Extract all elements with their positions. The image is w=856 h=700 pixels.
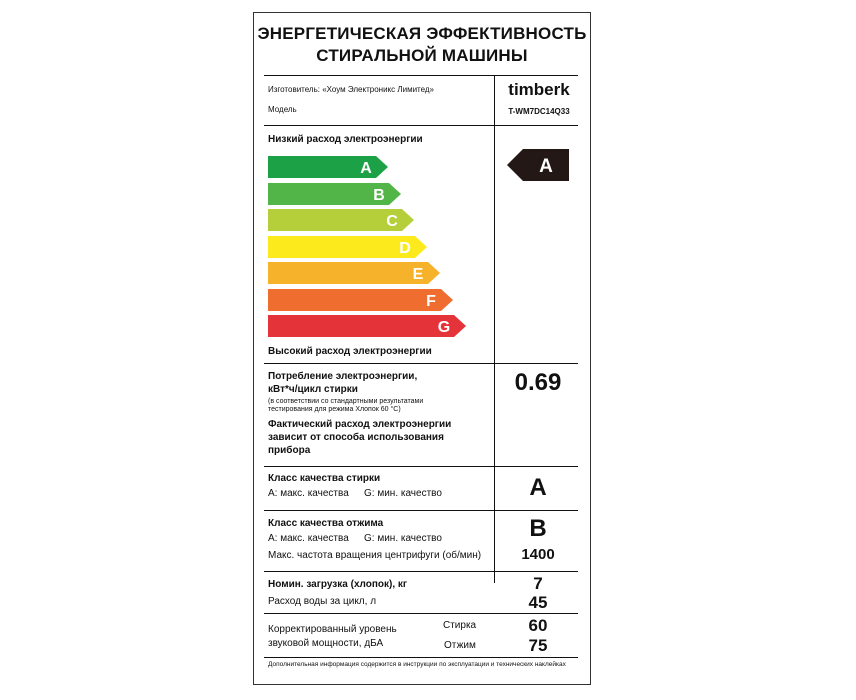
footer-note: Дополнительная информация содержится в инструкции по эксплуатации и технических наклейках [268,661,566,668]
noise-wash-label: Стирка [443,620,477,631]
scale-letter-e: E [412,266,424,283]
title-line1: ЭНЕРГЕТИЧЕСКАЯ ЭФФЕКТИВНОСТЬ [257,24,587,43]
spin-class-label: Класс качества отжима [268,518,384,529]
scale-bar-e [268,262,440,284]
load-value: 7 [533,574,543,593]
rule-after-noise [264,657,578,658]
rating-arrow [507,149,569,181]
rule-after-consumption [264,466,578,467]
spin-class-value: B [529,515,547,542]
wash-min: G: мин. качество [364,488,442,499]
rating-letter: A [539,156,553,177]
noise-spin-value: 75 [528,636,548,655]
fact-note-3: прибора [268,445,311,456]
rule-after-model [264,125,578,126]
scale-letter-d: D [399,239,411,257]
scale-bar-b [268,183,401,205]
scale-letter-a: A [360,160,372,177]
noise-label-2: звуковой мощности, дБА [268,638,384,649]
brand-logo: timberk [508,80,570,99]
wash-max: A: макс. качества [268,488,349,499]
fact-note-2: зависит от способа использования [268,432,444,443]
water-label: Расход воды за цикл, л [268,596,377,607]
scale-letter-g: G [437,319,451,336]
title-line2: СТИРАЛЬНОЙ МАШИНЫ [316,46,528,65]
scale-bar-c [268,209,414,231]
scale-bar-g [268,315,466,337]
scale-bar-a [268,156,388,178]
scale-letter-f: F [426,292,436,310]
scale-bar-d [268,236,427,258]
model-label: Модель [268,105,297,114]
rule-after-load [264,613,578,614]
top-rule [264,75,578,76]
rule-after-wash [264,510,578,511]
scale-bar-f [268,289,453,311]
manufacturer-label: Изготовитель: «Хоум Электроникс Лимитед» [268,85,435,94]
consumption-note-2: тестирования для режима Хлопок 60 °С) [268,406,401,413]
water-value: 45 [528,593,548,612]
fact-note-1: Фактический расход электроэнергии [268,419,452,430]
consumption-value: 0.69 [514,369,562,396]
model-number: T-WM7DC14Q33 [508,107,570,116]
rule-after-scale [264,363,578,364]
high-consumption-label: Высокий расход электроэнергии [268,346,432,357]
consumption-note-1: (в соответствии со стандартными результатами [268,398,424,405]
spin-min: G: мин. качество [364,533,442,544]
spin-max: A: макс. качества [268,533,349,544]
low-consumption-label: Низкий расход электроэнергии [268,134,423,145]
rule-after-spin [264,571,578,572]
spin-speed-value: 1400 [521,546,555,563]
noise-wash-value: 60 [528,616,548,635]
load-label: Номин. загрузка (хлопок), кг [268,579,408,590]
column-divider [494,75,495,583]
scale-letter-c: C [386,213,398,230]
consumption-label-2: кВт*ч/цикл стирки [268,384,358,395]
noise-spin-label: Отжим [444,640,476,651]
label-title [254,23,590,67]
wash-class-value: A [529,474,547,501]
spin-speed-label: Макс. частота вращения центрифуги (об/мин) [268,550,482,561]
consumption-label-1: Потребление электроэнергии, [268,371,418,382]
scale-letter-b: B [373,186,385,204]
wash-class-label: Класс качества стирки [268,473,381,484]
energy-label [253,12,591,685]
noise-label-1: Корректированный уровень [268,624,397,635]
